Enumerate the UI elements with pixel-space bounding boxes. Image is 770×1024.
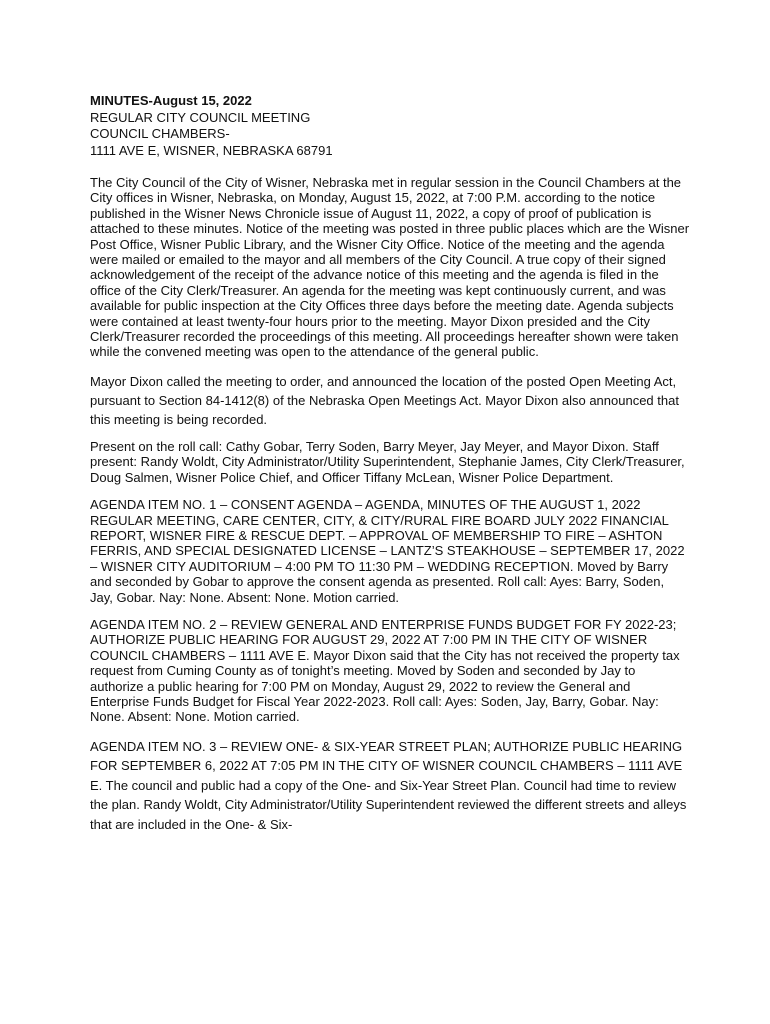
agenda-item-2: AGENDA ITEM NO. 2 – REVIEW GENERAL AND ENTERPRISE FUNDS BUDGET FOR FY 2022-23; AUTHORIZE PUBLIC HEARING FOR AUGUST 29, 2022 AT 7:00 PM IN THE CITY OF WISNER COUNCIL CHAMBERS – 1111 AVE E. Mayor Dixon said that the City has not received the property tax request from Cuming County as of tonight’s meeting. Moved by Soden and seconded by Jay to authorize a public hearing for 7:00 PM on Monday, August 29, 2022 to review the General and Enterprise Funds Budget for Fiscal Year 2022-2023. Roll call: Ayes: Soden, Jay, Barry, Gobar. Nay: None. Absent: None. Motion carried. (90, 616, 680, 725)
meeting-location: COUNCIL CHAMBERS- (90, 126, 230, 141)
roll-call-paragraph: Present on the roll call: Cathy Gobar, Terry Soden, Barry Meyer, Jay Meyer, and Mayor Dixon. Staff present: Randy Woldt, City Administrator/Utility Superintendent, Stephanie James, City Clerk/Treasurer, Doug Salmen, Wisner Police Chief, and Officer Tiffany McLean, Wisner Police Department. (90, 438, 685, 485)
minutes-document (90, 93, 690, 846)
spacer (90, 159, 690, 175)
meeting-address: 1111 AVE E, WISNER, NEBRASKA 68791 (90, 142, 333, 158)
agenda-item-3: AGENDA ITEM NO. 3 – REVIEW ONE- & SIX-YEAR STREET PLAN; AUTHORIZE PUBLIC HEARING FOR SEPTEMBER 6, 2022 AT 7:05 PM IN THE CITY OF WISNER COUNCIL CHAMBERS – 1111 AVE E. The council and public had a copy of the One- and Six-Year Street Plan. Council had time to review the plan. Randy Woldt, City Administrator/Utility Superintendent reviewed the different streets and alleys that are included in the One- & Six- (90, 738, 687, 832)
document-title: MINUTES-August 15, 2022 (90, 93, 252, 108)
intro-paragraph: The City Council of the City of Wisner, Nebraska met in regular session in the Council Chambers at the City offices in Wisner, Nebraska, on Monday, August 15, 2022, at 7:00 P.M. according to the notice published in the Wisner News Chronicle issue of August 11, 2022, a copy of proof of publication is attached to these minutes. Notice of the meeting was posted in three public places which are the Wisner Post Office, Wisner Public Library, and the Wisner City Office. Notice of the meeting and the agenda were mailed or emailed to the mayor and all members of the City Council. A true copy of their signed acknowledgement of the receipt of the advance notice of this meeting and the agenda is filed in the office of the City Clerk/Treasurer. An agenda for the meeting was kept continuously current, and was available for public inspection at the City Offices three days before the meeting date. Agenda subjects were contained at least twenty-four hours prior to the meeting. Mayor Dixon presided and the City Clerk/Treasurer recorded the proceedings of this meeting. All proceedings hereafter shown were taken while the convened meeting was open to the attendance of the general public. (90, 175, 690, 360)
meeting-type: REGULAR CITY COUNCIL MEETING (90, 109, 311, 125)
open-meeting-paragraph: Mayor Dixon called the meeting to order, and announced the location of the posted Open Meeting Act, pursuant to Section 84-1412(8) of the Nebraska Open Meetings Act. Mayor Dixon also announced that this meeting is being recorded. (90, 373, 679, 427)
agenda-item-1: AGENDA ITEM NO. 1 – CONSENT AGENDA – AGENDA, MINUTES OF THE AUGUST 1, 2022 REGULAR MEETING, CARE CENTER, CITY, & CITY/RURAL FIRE BOARD JULY 2022 FINANCIAL REPORT, WISNER FIRE & RESCUE DEPT. – APPROVAL OF MEMBERSHIP TO FIRE – ASHTON FERRIS, AND SPECIAL DESIGNATED LICENSE – LANTZ’S STEAKHOUSE – SEPTEMBER 17, 2022 – WISNER CITY AUDITORIUM – 4:00 PM TO 11:30 PM – WEDDING RECEPTION. Moved by Barry and seconded by Gobar to approve the consent agenda as presented. Roll call: Ayes: Barry, Soden, Jay, Gobar. Nay: None. Absent: None. Motion carried. (90, 497, 685, 605)
